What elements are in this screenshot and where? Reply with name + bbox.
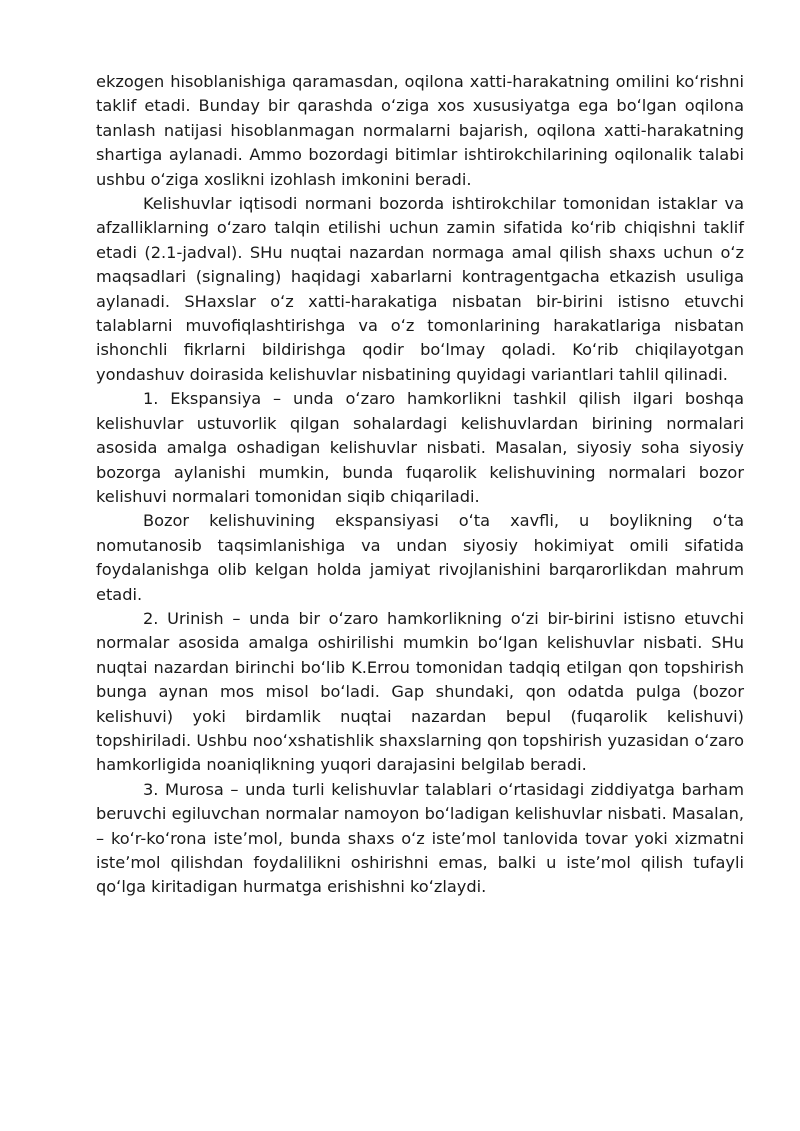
paragraph-attempt: 2. Urinish – unda bir oʻzaro hamkorlikning oʻzi bir-birini istisno etuvchi normalar asosida amalga oshirilishi mumkin boʻlgan kelishuvlar nisbati. SHu nuqtai nazardan birinchi boʻlib K.Errou tomonidan tadqiq etilgan qon topshirish bunga aynan mos misol boʻladi. Gap shundaki, qon odatda pulga (bozor kelishuvi) yoki birdamlik nuqtai nazardan bepul (fuqarolik kelishuvi) topshiriladi. Ushbu nooʻxshatishlik shaxslarning qon topshirish yuzasidan oʻzaro hamkorligida noaniqlikning yuqori darajasini belgilab beradi. <box>96 608 744 775</box>
paragraph-compromise: 3. Murosa – unda turli kelishuvlar talablari oʻrtasidagi ziddiyatga barham beruvchi egiluvchan normalar namoyon boʻladigan kelishuvlar nisbati. Masalan, – koʻr-koʻrona isteʼmol, bunda shaxs oʻz isteʼmol tanlovida tovar yoki xizmatni isteʼmol qilishdan foydalilikni oshirishni emas, balki u isteʼmol qilish tufayli qoʻlga kiritadigan hurmatga erishishni koʻzlaydi. <box>96 779 744 897</box>
paragraph-expansion: 1. Ekspansiya – unda oʻzaro hamkorlikni tashkil qilish ilgari boshqa kelishuvlar ustuvorlik qilgan sohalardagi kelishuvlardan birining normalari asosida amalga oshadigan kelishuvlar nisbati. Masalan, siyosiy soha siyosiy bozorga aylanishi mumkin, bunda fuqarolik kelishuvining normalari bozor kelishuvi normalari tomonidan siqib chiqariladi. <box>96 389 744 506</box>
paragraph-continuation: ekzogen hisoblanishiga qaramasdan, oqilona xatti-harakatning omilini koʻrishni taklif etadi. Bunday bir qarashda oʻziga xos xususiyatga ega boʻlgan oqilona tanlash natijasi hisoblanmagan normalarni bajarish, oqilona xatti-harakatning shartiga aylanadi. Ammo bozordagi bitimlar ishtirokchilarining oqilonalik talabi ushbu oʻziga xoslikni izohlash imkonini beradi. <box>96 72 744 189</box>
paragraph-conventions-economics: Kelishuvlar iqtisodi normani bozorda ishtirokchilar tomonidan istaklar va afzalliklarning oʻzaro talqin etilishi uchun zamin sifatida koʻrib chiqishni taklif etadi (2.1-jadval). SHu nuqtai nazardan normaga amal qilish shaxs uchun oʻz maqsadlari (signaling) haqidagi xabarlarni kontragentgacha etkazish usuliga aylanadi. SHaxslar oʻz xatti-harakatiga nisbatan bir-birini istisno etuvchi talablarni muvofiqlashtirishga va oʻz tomonlarining harakatlariga nisbatan ishonchli fikrlarni bildirishga qodir boʻlmay qoladi. Koʻrib chiqilayotgan yondashuv doirasida kelishuvlar nisbatining quyidagi variantlari tahlil qilinadi. <box>96 194 744 384</box>
paragraph-market-expansion: Bozor kelishuvining ekspansiyasi oʻta xavfli, u boylikning oʻta nomutanosib taqsimlanishiga va undan siyosiy hokimiyat omili sifatida foydalanishga olib kelgan holda jamiyat rivojlanishini barqarorlikdan mahrum etadi. <box>96 511 744 604</box>
document-page <box>96 70 744 900</box>
